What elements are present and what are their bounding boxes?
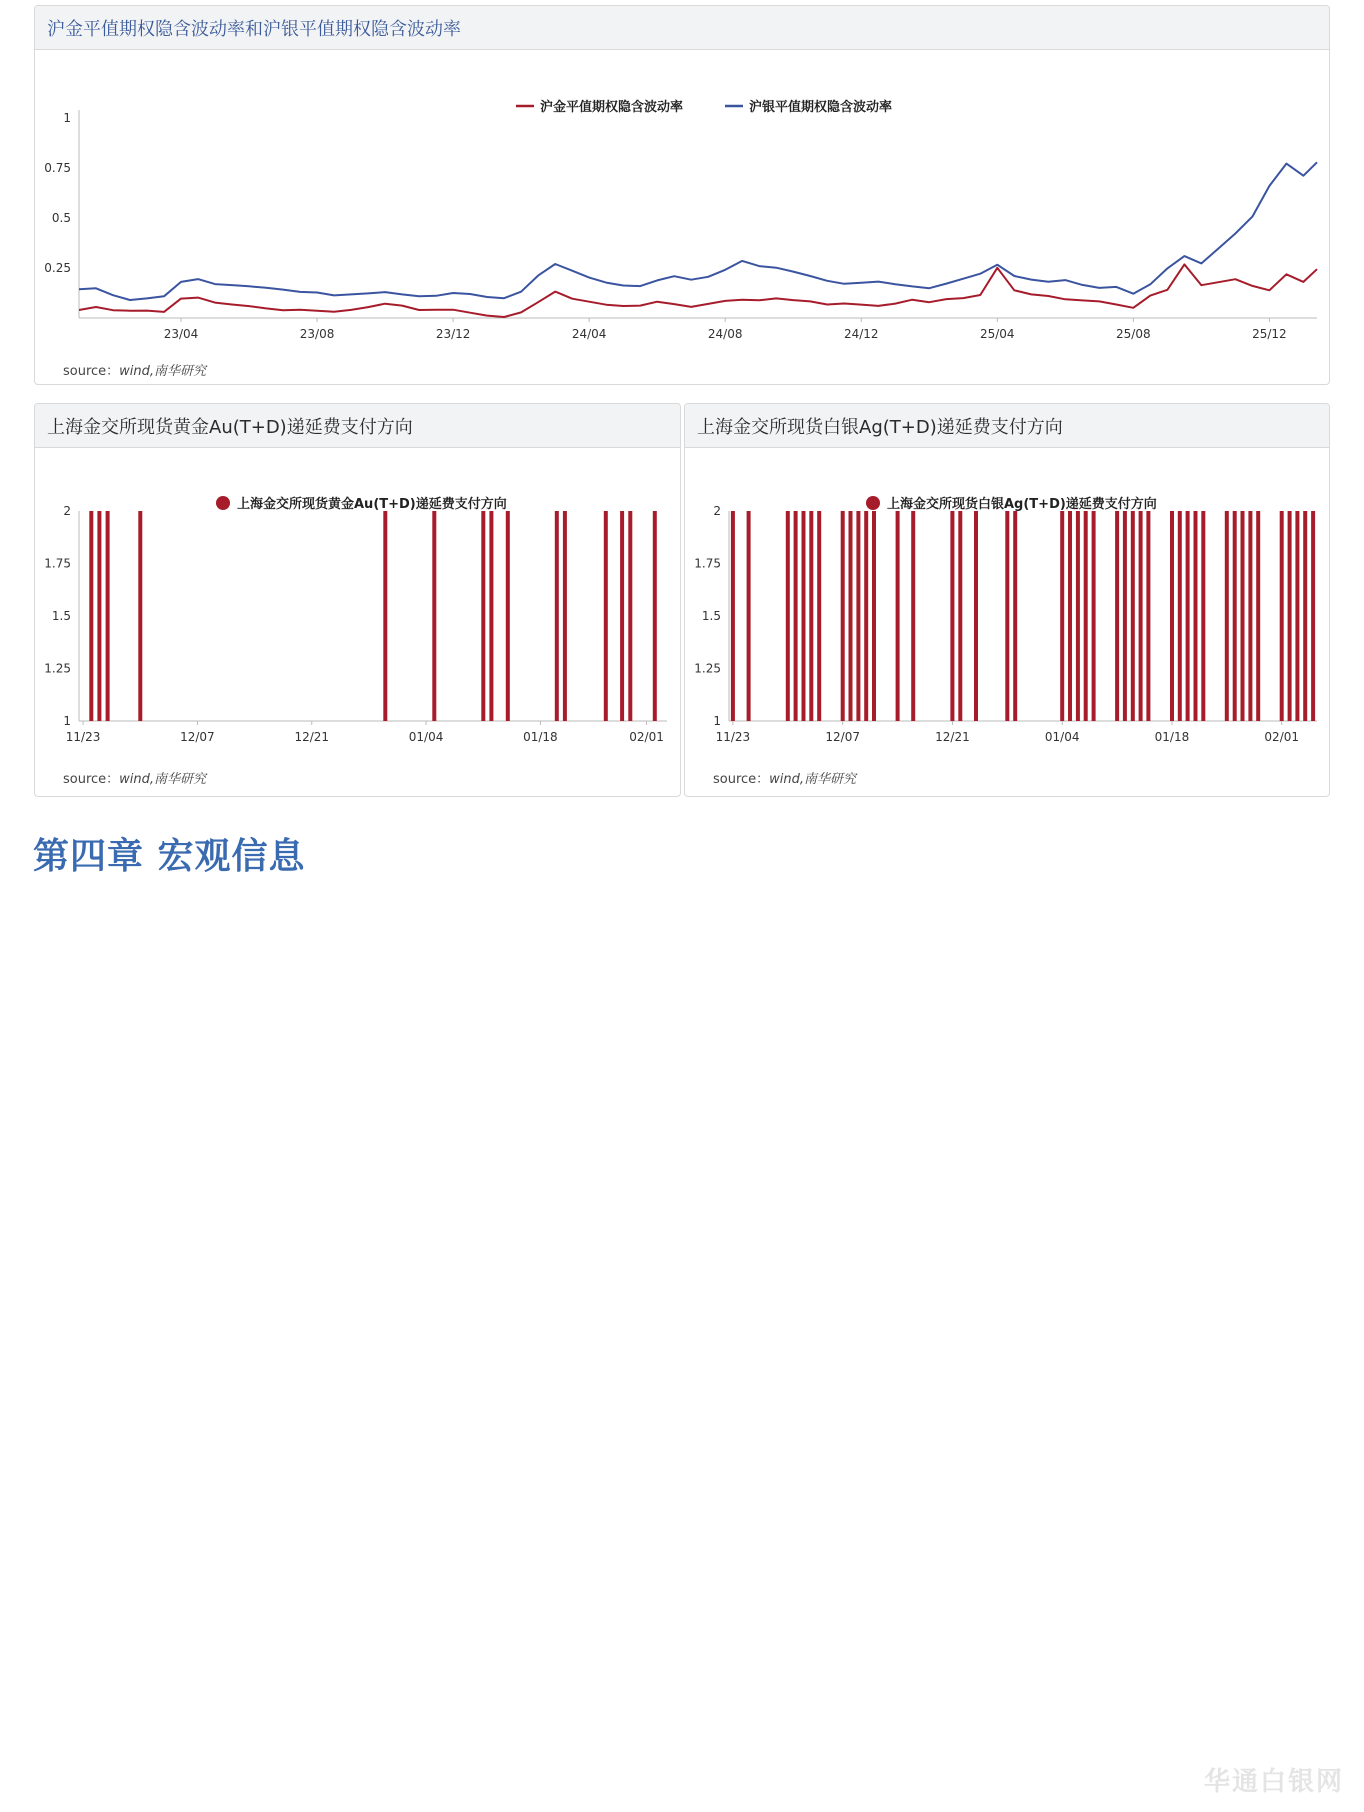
- y-tick-label: 0.25: [44, 261, 71, 275]
- bar: [481, 511, 485, 721]
- y-tick-label: 1.75: [44, 556, 71, 571]
- bar: [794, 511, 798, 721]
- legend-swatch: [216, 496, 230, 510]
- x-tick-label: 24/12: [843, 327, 879, 341]
- bar: [1241, 511, 1245, 721]
- bar: [1280, 511, 1284, 721]
- legend-label-0: 沪金平值期权隐含波动率: [540, 100, 684, 115]
- y-tick-label: 1.75: [694, 556, 721, 571]
- au-panel-title: 上海金交所现货黄金Au(T+D)递延费支付方向: [35, 404, 680, 448]
- bar: [106, 511, 110, 721]
- bar: [1288, 511, 1292, 721]
- y-tick-label: 1.25: [44, 661, 71, 676]
- y-tick-label: 1.25: [694, 661, 721, 676]
- bar: [1194, 511, 1198, 721]
- y-tick-label: 1: [713, 714, 721, 728]
- y-tick-label: 2: [63, 504, 71, 518]
- bar: [731, 511, 735, 721]
- series-line-1: [79, 162, 1317, 300]
- x-tick-label: 25/12: [1252, 327, 1287, 341]
- bar: [1186, 511, 1190, 721]
- series-line-0: [79, 264, 1317, 317]
- bar: [628, 511, 632, 721]
- x-tick-label: 24/04: [571, 327, 607, 341]
- x-tick-label: 02/01: [1264, 730, 1300, 744]
- x-tick-label: 24/08: [707, 327, 743, 341]
- x-tick-label: 02/01: [629, 730, 664, 744]
- chapter-title: 第四章 宏观信息: [33, 836, 306, 877]
- bar: [1131, 511, 1135, 721]
- bar: [747, 511, 751, 721]
- bar: [950, 511, 954, 721]
- x-tick-label: 23/08: [299, 327, 335, 341]
- ag-panel-title: 上海金交所现货白银Ag(T+D)递延费支付方向: [685, 404, 1329, 448]
- legend-label: 上海金交所现货黄金Au(T+D)递延费支付方向: [237, 497, 507, 512]
- legend-label: 上海金交所现货白银Ag(T+D)递延费支付方向: [887, 497, 1157, 512]
- bar: [1076, 511, 1080, 721]
- bar: [1146, 511, 1150, 721]
- bar: [1123, 511, 1127, 721]
- bar: [1201, 511, 1205, 721]
- vol-panel: [34, 5, 1330, 385]
- bar: [383, 511, 387, 721]
- x-tick-label: 25/04: [979, 327, 1015, 341]
- bar: [1303, 511, 1307, 721]
- vol-source-name: wind,南华研究: [119, 364, 207, 379]
- bar: [1311, 511, 1315, 721]
- bar: [786, 511, 790, 721]
- ag-chart: [685, 449, 1329, 749]
- x-tick-label: 23/12: [435, 327, 471, 341]
- bar: [1170, 511, 1174, 721]
- x-tick-label: 12/07: [825, 730, 860, 744]
- bar: [958, 511, 962, 721]
- bar: [1233, 511, 1237, 721]
- bar: [604, 511, 608, 721]
- x-tick-label: 12/21: [294, 730, 330, 744]
- bar: [1178, 511, 1182, 721]
- bar: [1248, 511, 1252, 721]
- bar: [1068, 511, 1072, 721]
- y-tick-label: 1.5: [701, 609, 721, 623]
- bar: [1060, 511, 1064, 721]
- au-chart: [35, 449, 680, 749]
- bar: [849, 511, 853, 721]
- x-tick-label: 01/18: [523, 730, 558, 744]
- bar: [809, 511, 813, 721]
- y-tick-label: 1: [63, 714, 71, 728]
- watermark-logo: 华通白银网: [1203, 1767, 1344, 1797]
- bar: [1256, 511, 1260, 721]
- au-panel: [34, 403, 681, 797]
- x-tick-label: 12/07: [180, 730, 215, 744]
- x-tick-label: 11/23: [715, 730, 751, 744]
- bar: [1295, 511, 1299, 721]
- ag-source: source：wind,南华研究: [713, 772, 857, 787]
- vol-panel-title: 沪金平值期权隐含波动率和沪银平值期权隐含波动率: [35, 6, 1329, 50]
- bar: [653, 511, 657, 721]
- vol-source: source：wind,南华研究: [63, 364, 207, 379]
- vol-chart: [35, 51, 1329, 341]
- legend-swatch: [866, 496, 880, 510]
- x-tick-label: 01/04: [1044, 730, 1080, 744]
- ag-source-name: wind,南华研究: [769, 772, 857, 787]
- bar: [864, 511, 868, 721]
- bar: [1084, 511, 1088, 721]
- y-tick-label: 2: [713, 504, 721, 518]
- au-source: source：wind,南华研究: [63, 772, 207, 787]
- x-tick-label: 23/04: [163, 327, 199, 341]
- bar: [506, 511, 510, 721]
- bar: [489, 511, 493, 721]
- x-tick-label: 12/21: [935, 730, 970, 744]
- y-tick-label: 1.5: [51, 609, 71, 623]
- bar: [974, 511, 978, 721]
- bar: [1115, 511, 1119, 721]
- bar: [802, 511, 806, 721]
- bar: [896, 511, 900, 721]
- x-tick-label: 25/08: [1116, 327, 1151, 341]
- bar: [138, 511, 142, 721]
- bar: [620, 511, 624, 721]
- x-tick-label: 01/18: [1154, 730, 1190, 744]
- bar: [911, 511, 915, 721]
- bar: [1005, 511, 1009, 721]
- legend-label-1: 沪银平值期权隐含波动率: [749, 100, 893, 115]
- bar: [1225, 511, 1229, 721]
- bar: [432, 511, 436, 721]
- y-tick-label: 0.75: [44, 161, 71, 175]
- x-tick-label: 01/04: [408, 730, 444, 744]
- au-source-name: wind,南华研究: [119, 772, 207, 787]
- bar: [97, 511, 101, 721]
- bar: [1092, 511, 1096, 721]
- bar: [1139, 511, 1143, 721]
- y-tick-label: 0.5: [51, 211, 71, 225]
- bar: [856, 511, 860, 721]
- bar: [872, 511, 876, 721]
- bar: [89, 511, 93, 721]
- bar: [841, 511, 845, 721]
- y-tick-label: 1: [63, 111, 71, 125]
- bar: [1013, 511, 1017, 721]
- bar: [555, 511, 559, 721]
- bar: [817, 511, 821, 721]
- bar: [563, 511, 567, 721]
- ag-panel: [684, 403, 1330, 797]
- x-tick-label: 11/23: [65, 730, 101, 744]
